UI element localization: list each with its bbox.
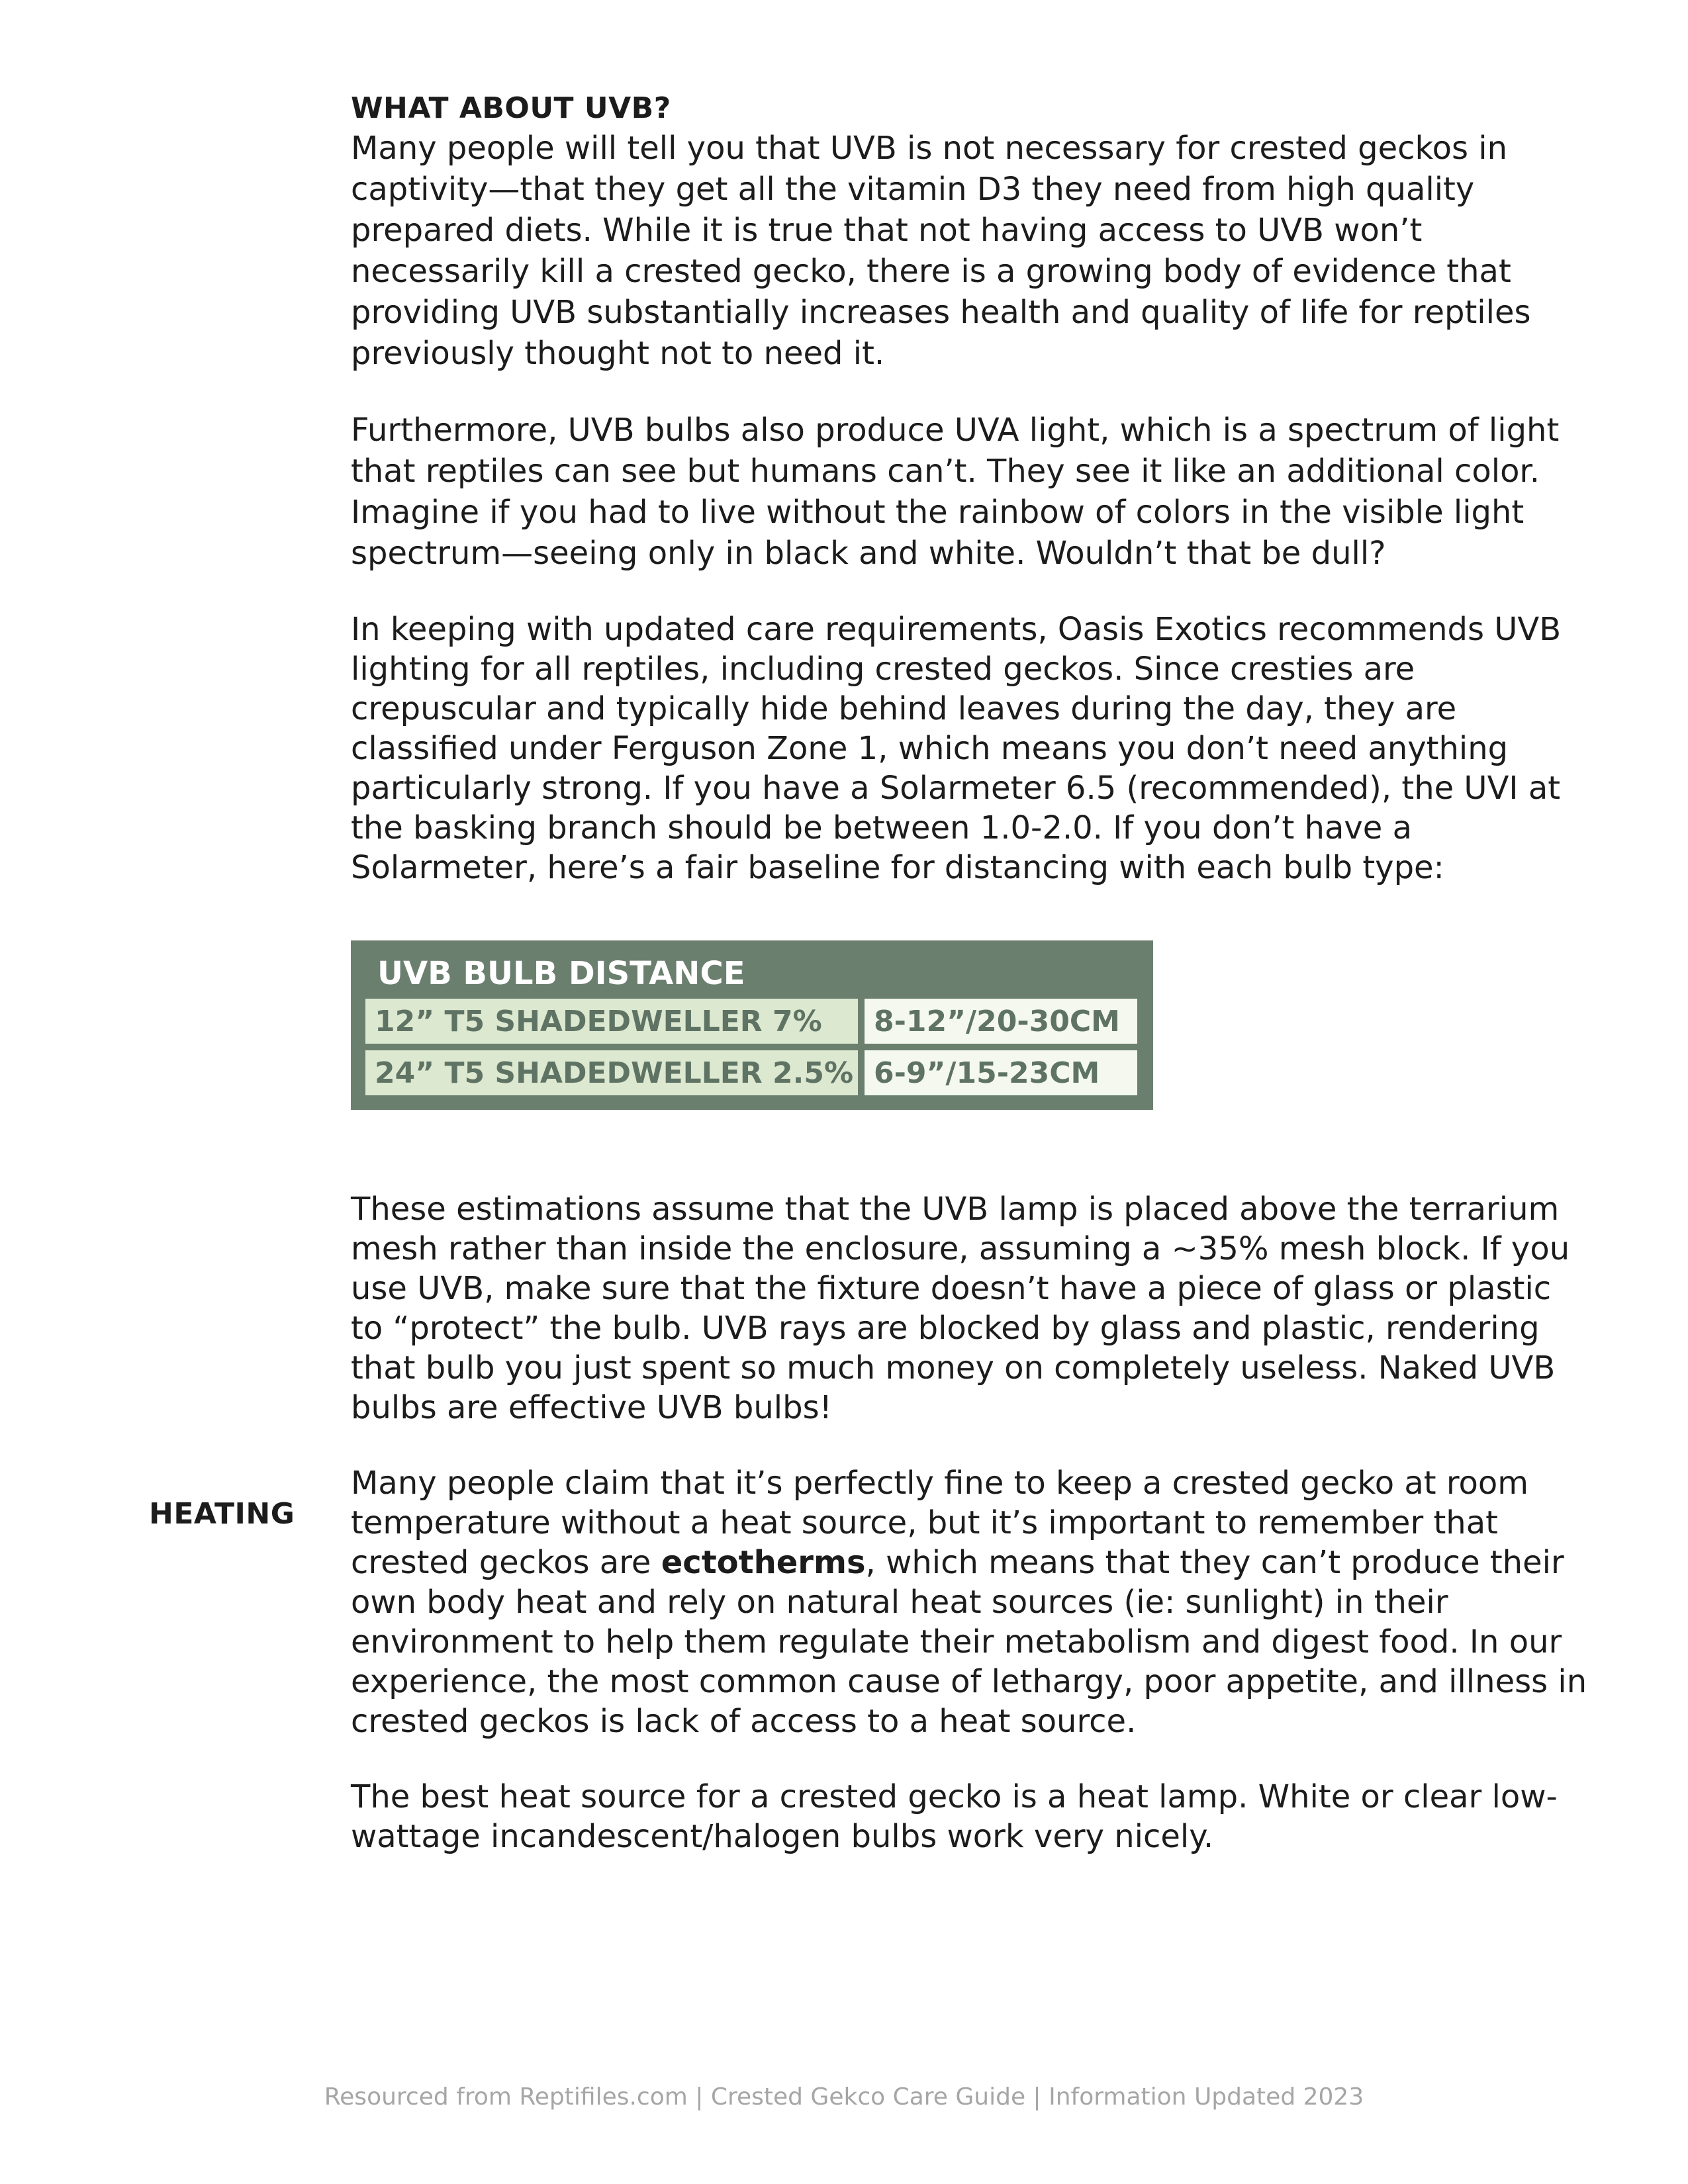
bulb-cell: 12” T5 SHADEDWELLER 7% <box>365 999 858 1044</box>
table-row <box>365 999 1139 1044</box>
uvb-paragraph-3: In keeping with updated care requirements, Oasis Exotics recommends UVB lighting for all reptiles, including crested geckos. Since cresties are crepuscular and typically hide behind leaves during the day, they are classified under Ferguson Zone 1, which means you don’t need anything particularly strong. If you have a Solarmeter 6.5 (recommended), the UVI at the basking branch should be between 1.0-2.0. If you don’t have a Solarmeter, here’s a fair baseline for distancing with each bulb type: <box>351 611 1562 886</box>
table-row <box>365 1050 1139 1095</box>
heating-section-label: HEATING <box>149 1497 295 1531</box>
uvb-paragraph-4: These estimations assume that the UVB lamp is placed above the terrarium mesh rather than inside the enclosure, assuming a ~35% mesh block. If you use UVB, make sure that the fixture doesn’t have a piece of glass or plastic to “protect” the bulb. UVB rays are blocked by glass and plastic, rendering that bulb you just spent so much money on completely useless. Naked UVB bulbs are effective UVB bulbs! <box>351 1191 1570 1426</box>
uvb-heading: WHAT ABOUT UVB? <box>351 91 671 125</box>
bulb-cell: 24” T5 SHADEDWELLER 2.5% <box>365 1050 858 1095</box>
heating-paragraph-2: The best heat source for a crested gecko is a heat lamp. White or clear low-wattage incandescent/halogen bulbs work very nicely. <box>351 1778 1558 1855</box>
heating-paragraph-1 <box>351 1463 1589 1741</box>
heating-text-end: , which means that they can’t produce their own body heat and rely on natural heat sources (ie: sunlight) in their environment to help them regulate their metabolism and digest food. In our experience, the most common cause of lethargy, poor appetite, and illness in crested geckos is lack of access to a heat source. <box>351 1544 1587 1740</box>
heating-text-start: Many people claim that it’s perfectly fine to keep a crested gecko at room temperature without a heat source, but it’s important to remember that crested geckos are <box>351 1465 1529 1581</box>
distance-cell: 8-12”/20-30CM <box>865 999 1137 1044</box>
page-footer: Resourced from Reptifiles.com | Crested Gekco Care Guide | Information Updated 2023 <box>324 2083 1364 2111</box>
uvb-paragraph-1: Many people will tell you that UVB is not necessary for crested geckos in captivity—that they get all the vitamin D3 they need from high quality prepared diets. While it is true that not having access to UVB won’t necessarily kill a crested gecko, there is a growing body of evidence that providing UVB substantially increases health and quality of life for reptiles previously thought not to need it. <box>351 130 1531 372</box>
uvb-distance-table <box>351 940 1153 1110</box>
ectotherms-bold: ectotherms <box>661 1544 866 1581</box>
uvb-paragraph-2: Furthermore, UVB bulbs also produce UVA light, which is a spectrum of light that reptiles can see but humans can’t. They see it like an additional color. Imagine if you had to live without the rainbow of colors in the visible light spectrum—seeing only in black and white. Wouldn’t that be dull? <box>351 412 1560 572</box>
distance-cell: 6-9”/15-23CM <box>865 1050 1137 1095</box>
table-title: UVB BULB DISTANCE <box>377 955 745 992</box>
main-content <box>351 91 1589 1892</box>
